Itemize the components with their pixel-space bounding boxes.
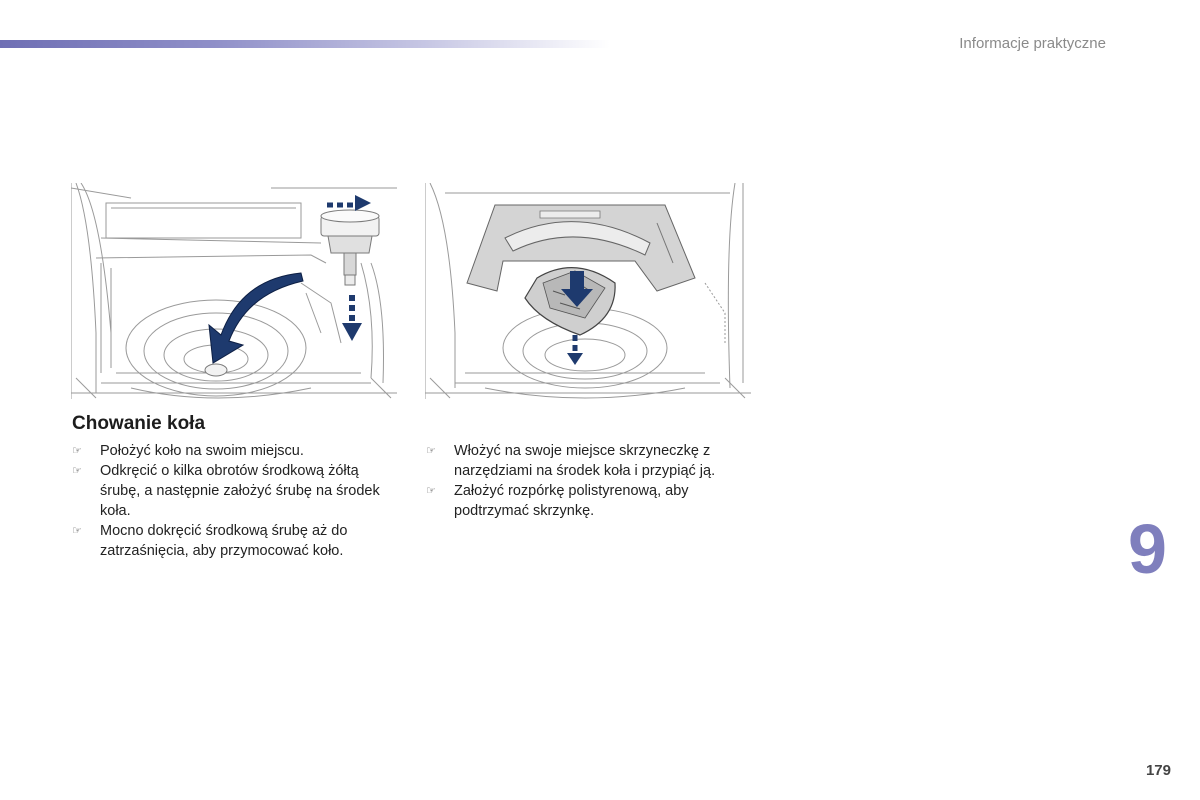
section-title: Informacje praktyczne: [959, 35, 1106, 52]
list-item-text: Włożyć na swoje miejsce skrzyneczkę z narzędziami na środek koła i przypiąć ją.: [454, 443, 716, 479]
toolbox-drawing: [425, 183, 751, 399]
spare-wheel-stowing-illustration: [71, 183, 397, 399]
list-item-text: Założyć rozpórkę polistyrenową, aby podtrzymać skrzynkę.: [454, 483, 689, 519]
instructions-column-left: [72, 441, 402, 561]
pointing-hand-icon: ☞: [426, 445, 436, 457]
list-item: [72, 441, 402, 461]
pointing-hand-icon: ☞: [72, 445, 82, 457]
screw-arrow-down-icon: [342, 295, 362, 341]
pointing-hand-icon: ☞: [72, 465, 82, 477]
pointing-hand-icon: ☞: [72, 525, 82, 537]
list-item: [72, 461, 402, 521]
list-item: [426, 481, 756, 521]
instructions-column-right: [426, 441, 756, 521]
spare-wheel-drawing: [71, 183, 397, 399]
chapter-number: 9: [1128, 510, 1167, 588]
list-item-text: Odkręcić o kilka obrotów środkową żółtą śrubę, a następnie założyć śrubę na środek koła.: [100, 463, 380, 519]
screw-arrow-right-icon: [327, 195, 371, 211]
toolbox-placement-illustration: [425, 183, 751, 399]
page-number: 179: [1145, 762, 1171, 779]
list-item: [72, 521, 402, 561]
section-heading: Chowanie koła: [72, 413, 206, 434]
list-item: [426, 441, 756, 481]
rotation-arrow-icon: [209, 273, 303, 363]
pointing-hand-icon: ☞: [426, 485, 436, 497]
list-item-text: Mocno dokręcić środkową śrubę aż do zatrzaśnięcia, aby przymocować koło.: [100, 523, 348, 559]
list-item-text: Położyć koło na swoim miejscu.: [100, 443, 304, 459]
header-gradient-bar: [0, 40, 610, 48]
